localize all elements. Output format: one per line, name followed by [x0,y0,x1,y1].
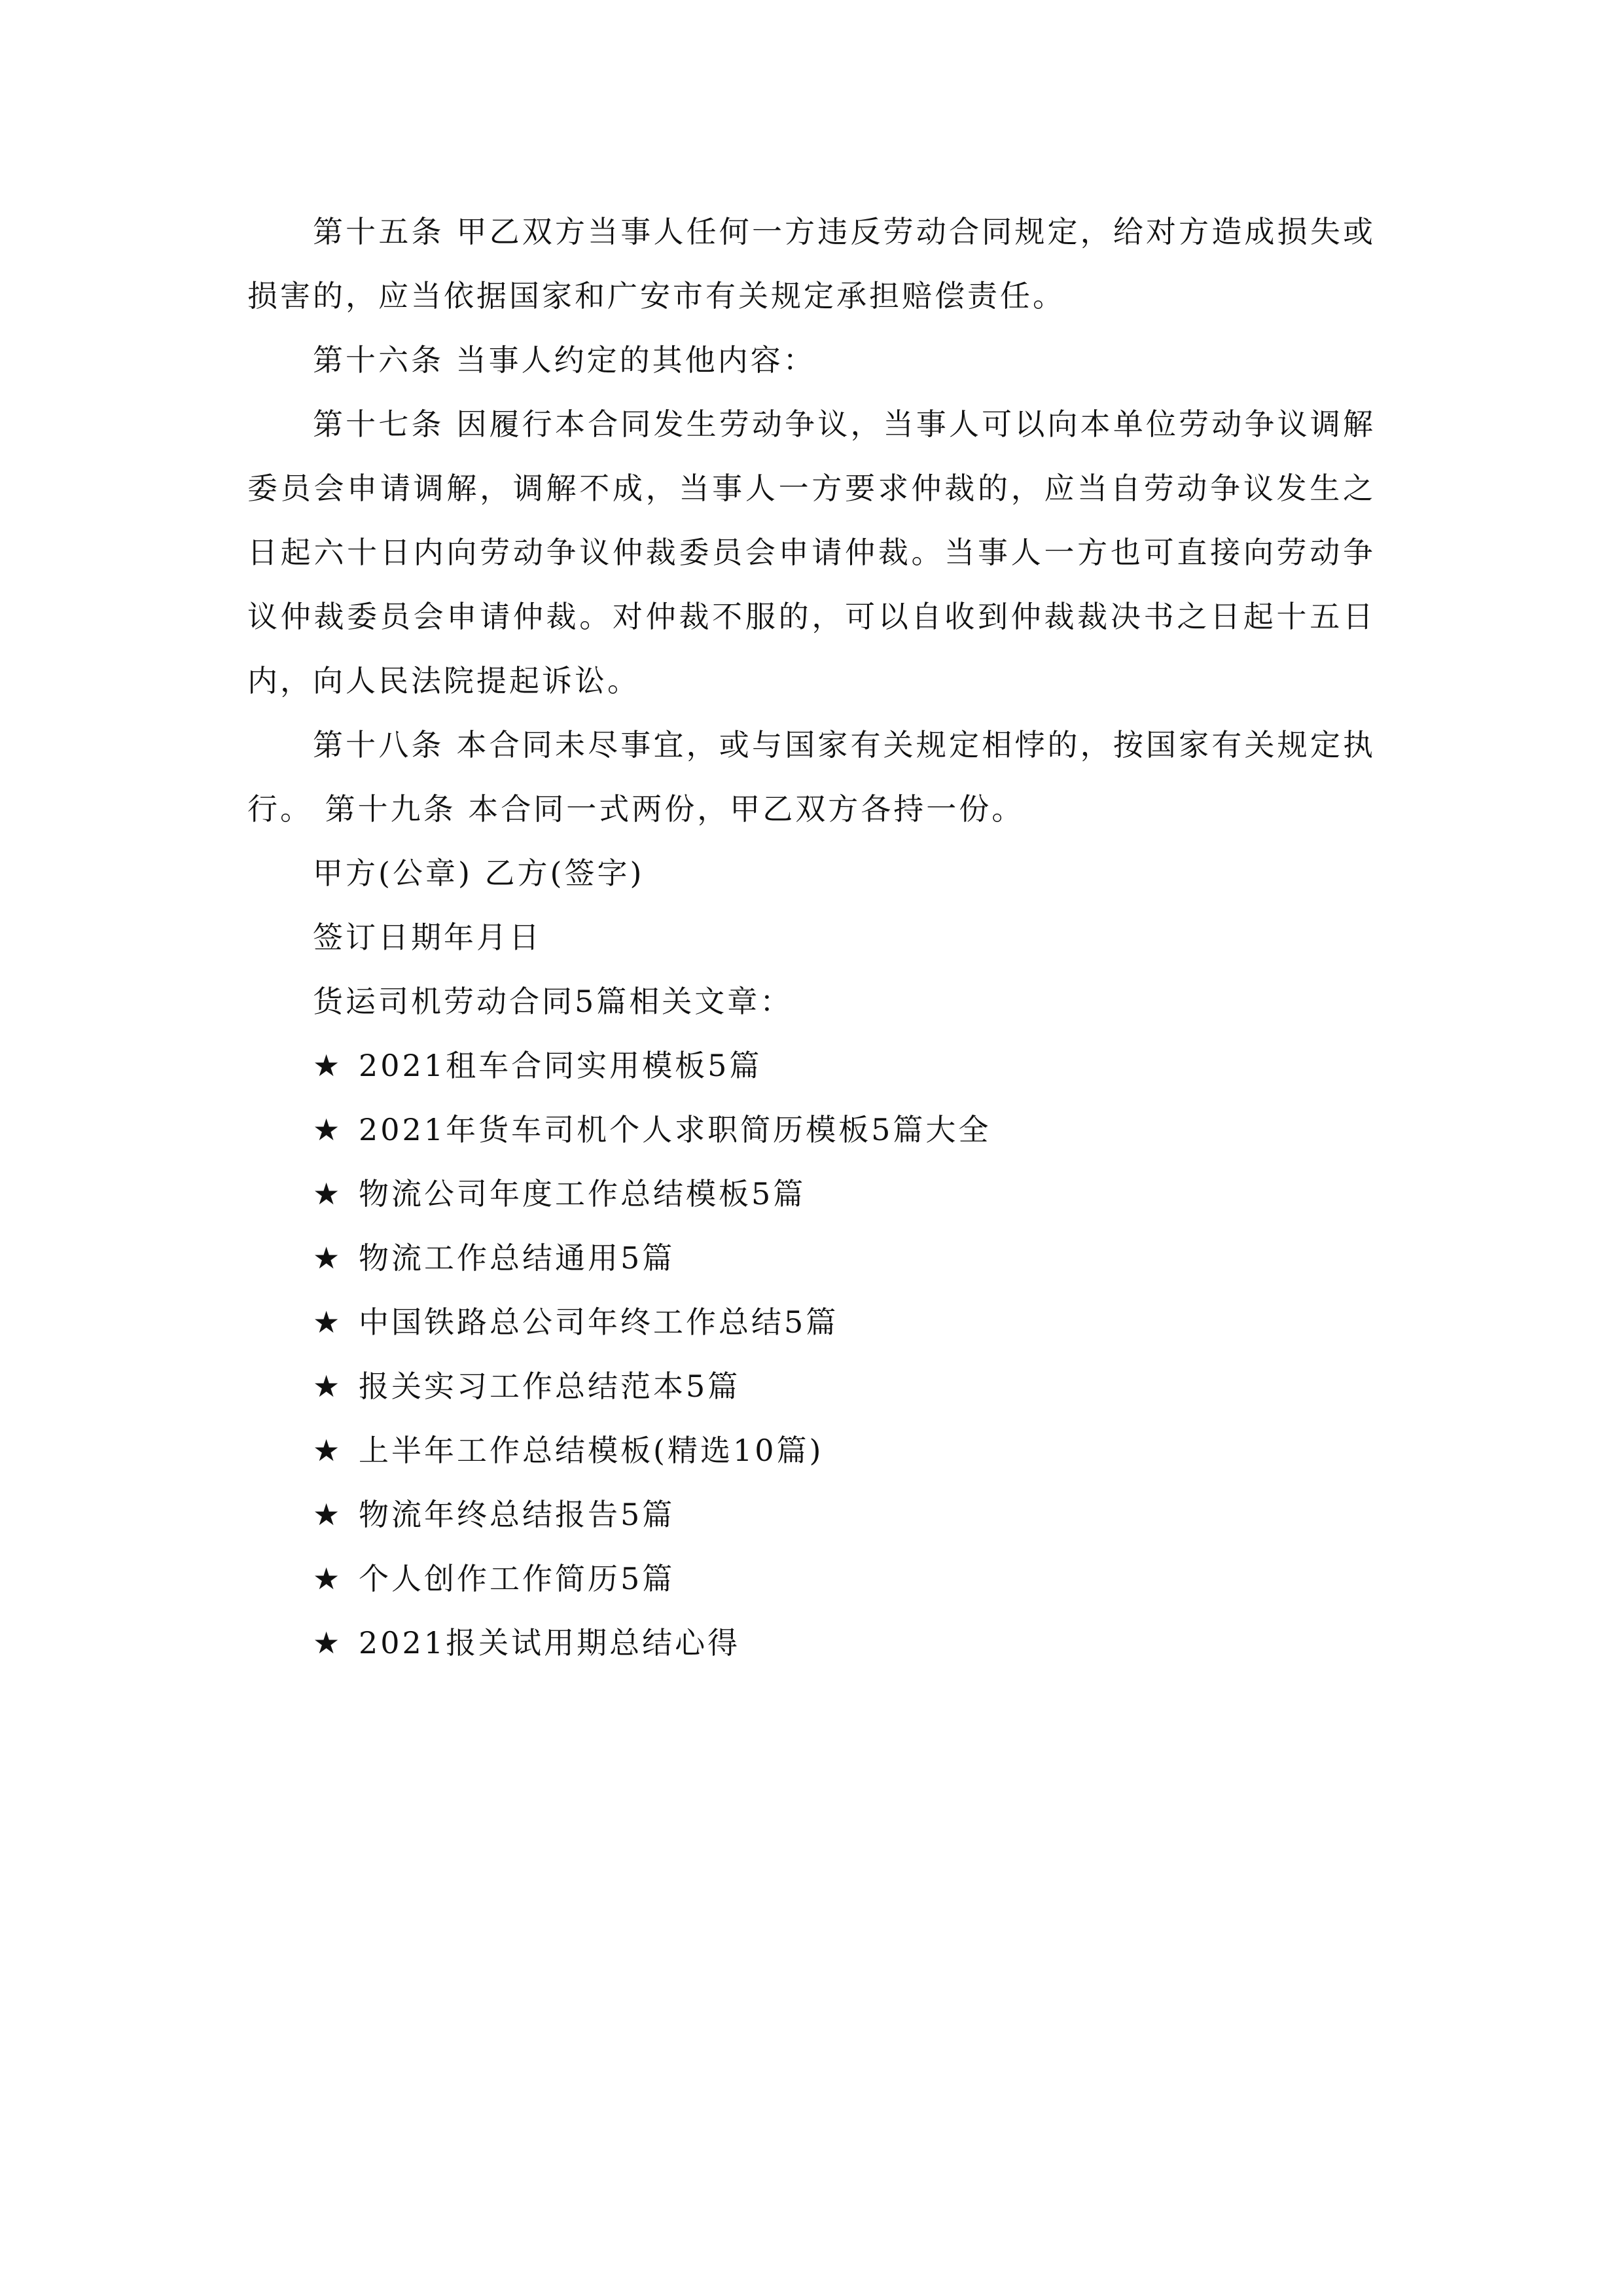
related-article-title[interactable]: 中国铁路总公司年终工作总结5篇 [359,1304,839,1340]
article-16: 第十六条 当事人约定的其他内容： [313,342,816,378]
related-article-item[interactable] [247,1418,1376,1482]
related-article-title[interactable]: 物流年终总结报告5篇 [359,1497,675,1532]
star-icon: ★ [313,1176,340,1211]
related-article-item[interactable] [247,1162,1376,1226]
article-18-19: 第十八条 本合同未尽事宜，或与国家有关规定相悖的，按国家有关规定执行。 第十九条 本合同一式两份，甲乙双方各持一份。 [247,727,1376,827]
related-article-item[interactable] [247,1547,1376,1611]
star-icon: ★ [313,1304,340,1340]
document-body [247,200,1376,1675]
star-icon: ★ [313,1497,340,1532]
star-icon: ★ [313,1369,340,1404]
related-article-item[interactable] [247,1482,1376,1547]
related-article-item[interactable] [247,1611,1376,1675]
signature-parties: 甲方(公章) 乙方(签字) [313,855,645,891]
star-icon: ★ [313,1112,340,1147]
star-icon: ★ [313,1625,340,1660]
related-article-item[interactable] [247,1098,1376,1162]
related-article-title[interactable]: 2021租车合同实用模板5篇 [359,1048,762,1083]
star-icon: ★ [313,1433,340,1468]
related-article-title[interactable]: 2021报关试用期总结心得 [359,1625,741,1660]
related-articles-list [247,1033,1376,1675]
related-heading: 货运司机劳动合同5篇相关文章： [313,984,793,1019]
related-article-item[interactable] [247,1226,1376,1290]
related-article-item[interactable] [247,1354,1376,1418]
related-article-title[interactable]: 上半年工作总结模板(精选10篇) [359,1433,824,1468]
related-article-item[interactable] [247,1033,1376,1098]
related-article-title[interactable]: 物流工作总结通用5篇 [359,1240,675,1276]
star-icon: ★ [313,1561,340,1596]
article-15: 第十五条 甲乙双方当事人任何一方违反劳动合同规定，给对方造成损失或损害的，应当依据国家和广安市有关规定承担赔偿责任。 [247,214,1376,314]
signature-date: 签订日期年月日 [313,920,542,955]
related-article-title[interactable]: 个人创作工作简历5篇 [359,1561,675,1596]
article-17: 第十七条 因履行本合同发生劳动争议，当事人可以向本单位劳动争议调解委员会申请调解，调解不成，当事人一方要求仲裁的，应当自劳动争议发生之日起六十日内向劳动争议仲裁委员会申请仲裁。当事人一方也可直接向劳动争议仲裁委员会申请仲裁。对仲裁不服的，可以自收到仲裁裁决书之日起十五日内，向人民法院提起诉讼。 [247,406,1376,698]
related-article-title[interactable]: 报关实习工作总结范本5篇 [359,1369,741,1404]
star-icon: ★ [313,1240,340,1276]
related-article-title[interactable]: 物流公司年度工作总结模板5篇 [359,1176,806,1211]
related-article-item[interactable] [247,1290,1376,1354]
star-icon: ★ [313,1048,340,1083]
related-article-title[interactable]: 2021年货车司机个人求职简历模板5篇大全 [359,1112,991,1147]
